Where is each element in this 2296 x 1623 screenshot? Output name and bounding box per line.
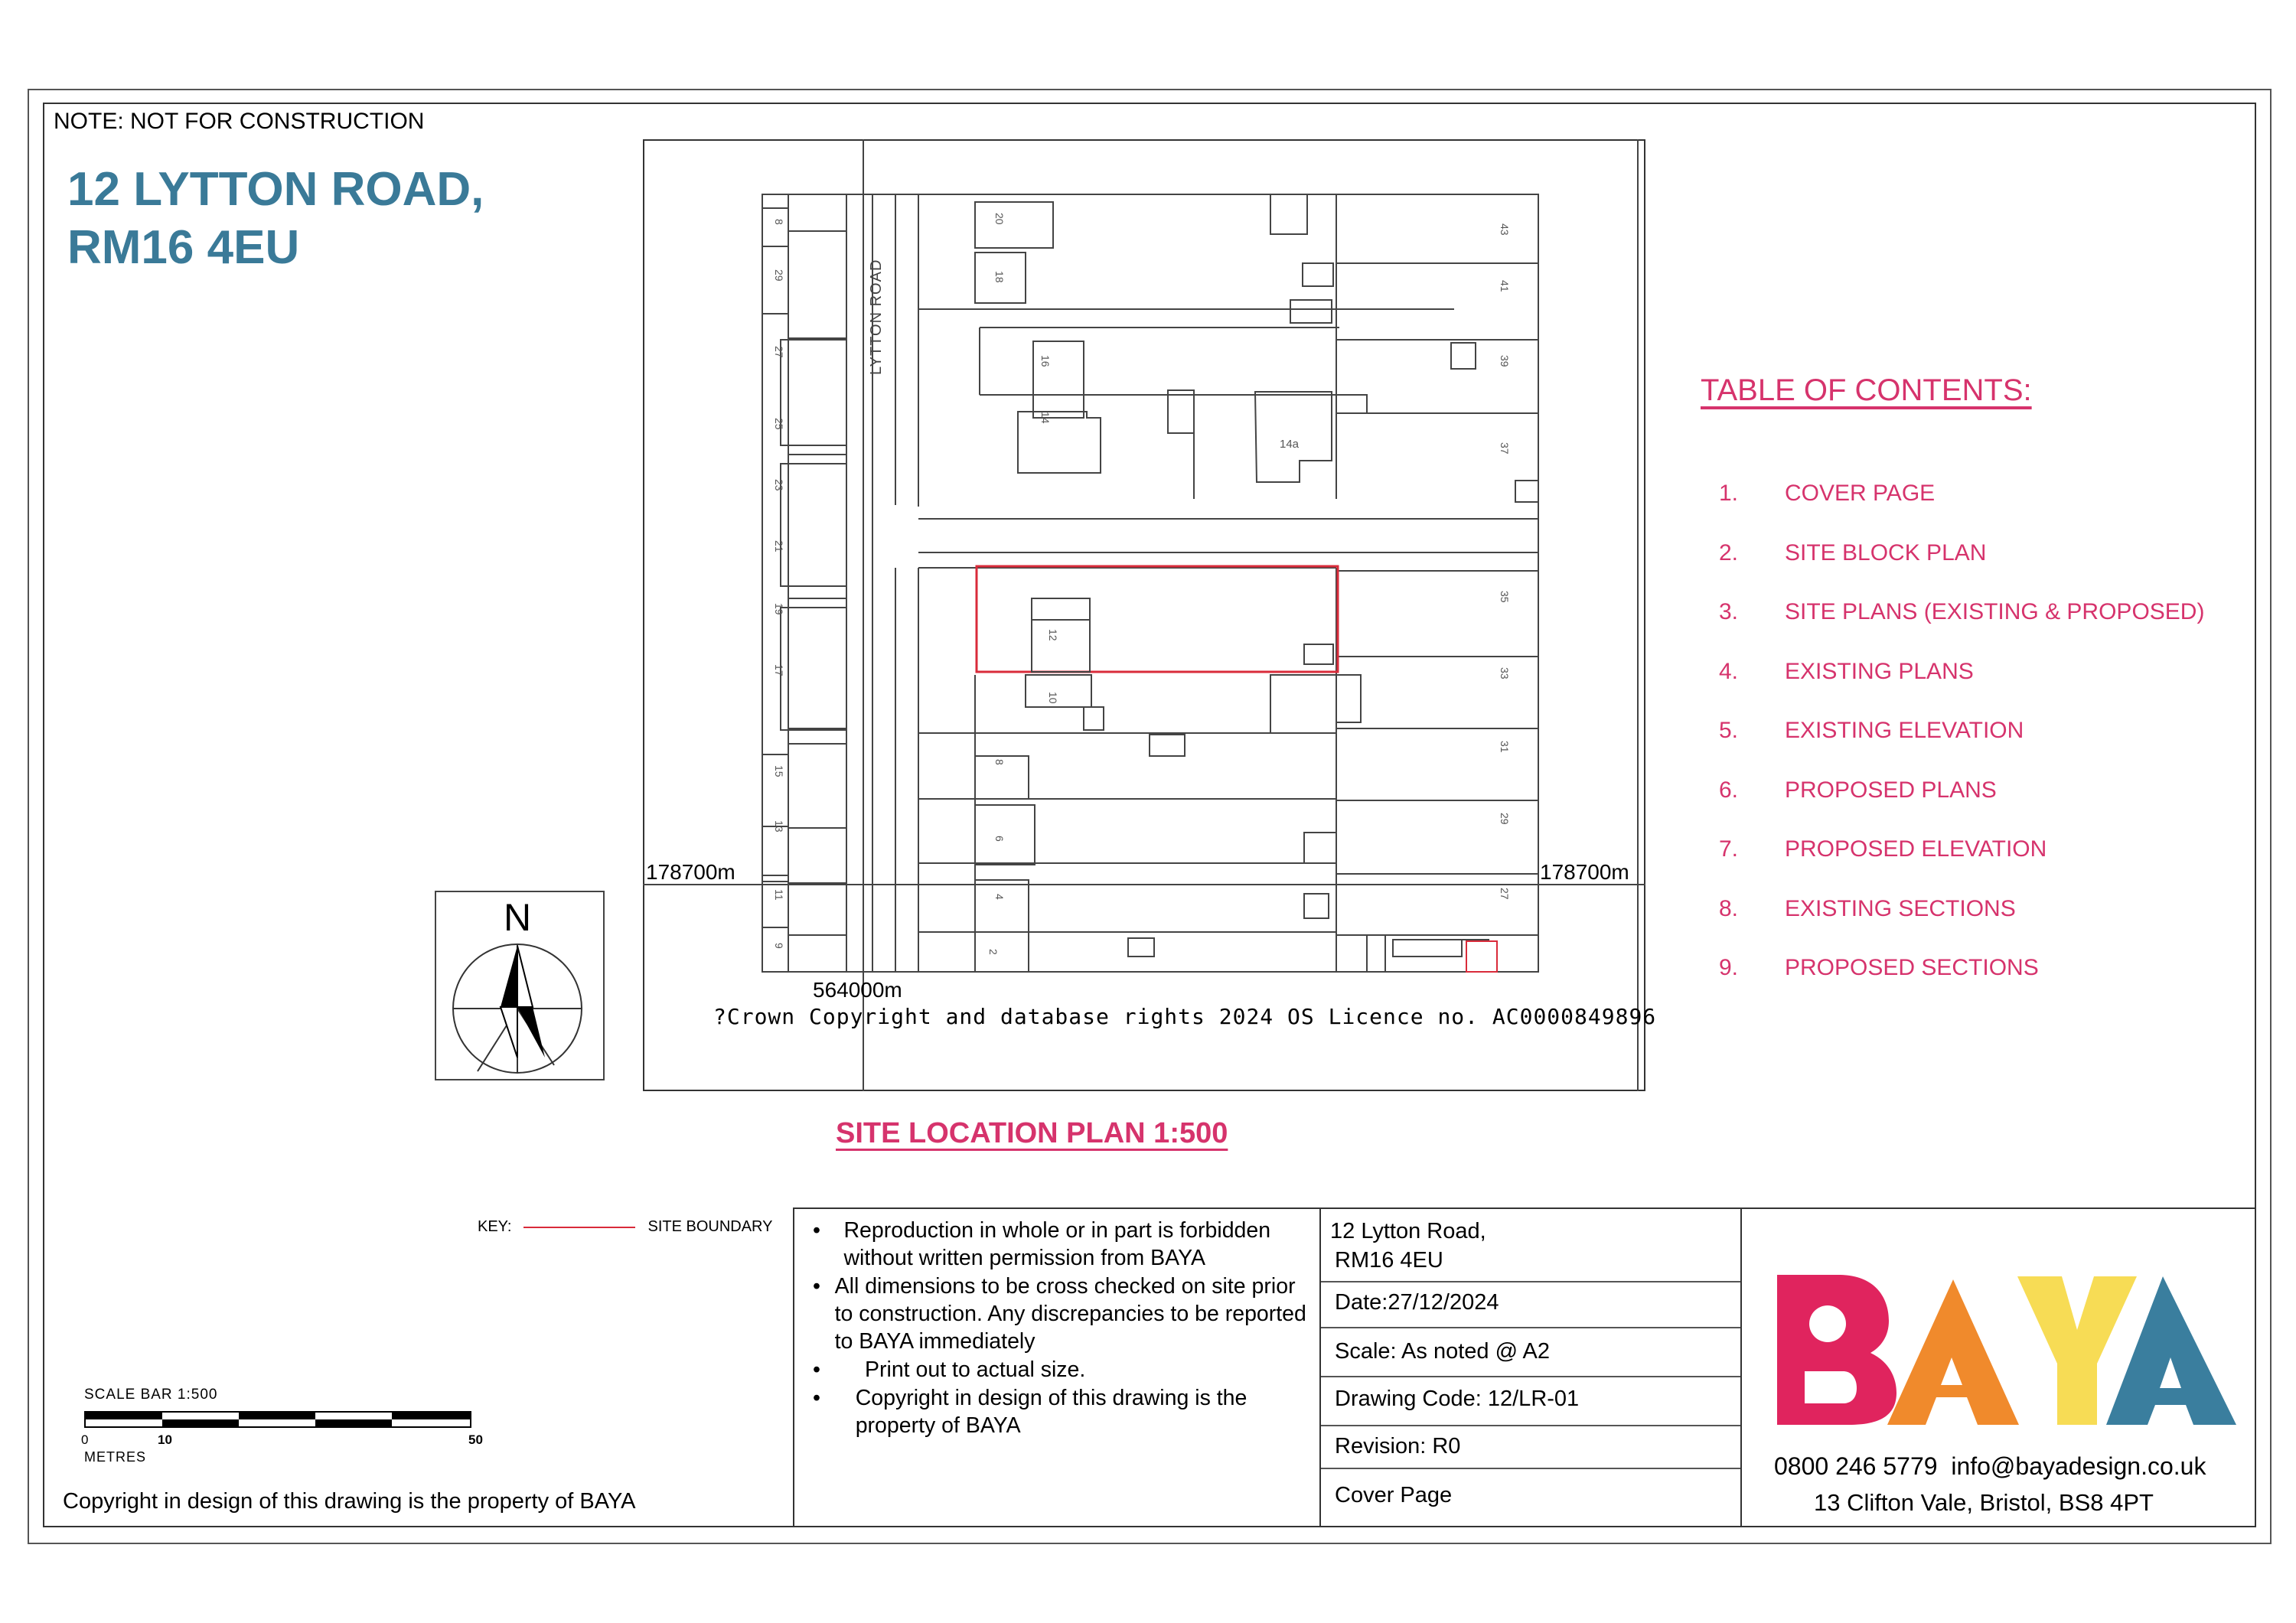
copyright-left: Copyright in design of this drawing is the property of BAYA [63, 1489, 636, 1514]
scale-fifty: 50 [468, 1432, 483, 1447]
key [478, 1218, 772, 1236]
key-item: SITE BOUNDARY [647, 1218, 773, 1235]
house-number-west: 21 [773, 540, 785, 552]
toc-item-number: 9. [1719, 955, 1739, 980]
note-text: All dimensions to be cross checked on site prior to construction. Any discrepancies to be reported to BAYA immediately [834, 1274, 1306, 1354]
house-number-center: 10 [1047, 692, 1059, 704]
row-divider [1321, 1468, 1740, 1469]
site-boundary [977, 566, 1338, 672]
house-number-east: 43 [1499, 223, 1511, 236]
address-line2: RM16 4EU [1335, 1248, 1443, 1273]
scale-bar [84, 1411, 471, 1428]
north-label: N [504, 896, 532, 939]
north-arrow-box [435, 891, 605, 1080]
contact-line [1774, 1452, 2206, 1481]
drawing-notes [811, 1217, 1316, 1440]
project-title-line1: 12 LYTTON ROAD, [67, 163, 484, 216]
row-divider [1321, 1327, 1740, 1328]
house-number-west: 15 [773, 765, 785, 777]
drawing-code-cell: Drawing Code: 12/LR-01 [1335, 1387, 1580, 1411]
row-divider [1321, 1425, 1740, 1426]
toc-item-number: 1. [1719, 481, 1739, 506]
toc-item-label: EXISTING PLANS [1785, 658, 1974, 684]
toc-item-number: 6. [1719, 777, 1739, 803]
project-title [67, 161, 484, 277]
house-number-center: 18 [993, 271, 1006, 283]
toc-item [1719, 777, 2255, 837]
toc-heading: TABLE OF CONTENTS: [1701, 373, 2032, 407]
toc-list [1719, 481, 2255, 1015]
grid-label-bottom: 564000m [813, 978, 902, 1002]
road-label: LYTTON ROAD [868, 259, 885, 375]
scale-ten: 10 [158, 1432, 172, 1447]
toc-item-label: SITE BLOCK PLAN [1785, 539, 1987, 565]
baya-logo [1773, 1273, 2241, 1426]
revision-cell: Revision: R0 [1335, 1434, 1461, 1458]
house-number-east: 27 [1499, 888, 1511, 900]
toc-item-label: SITE PLANS (EXISTING & PROPOSED) [1785, 599, 2205, 624]
note-text: Copyright in design of this drawing is the property of BAYA [855, 1386, 1247, 1438]
toc-item [1719, 896, 2255, 956]
scale-cell: Scale: As noted @ A2 [1335, 1339, 1550, 1364]
toc-item-label: PROPOSED ELEVATION [1785, 836, 2047, 862]
toc-item-label: EXISTING SECTIONS [1785, 895, 2016, 921]
bullet-icon: • [813, 1386, 820, 1410]
house-number-center: 16 [1039, 355, 1052, 367]
house-number-east: 29 [1499, 813, 1511, 825]
house-number-west: 11 [773, 889, 785, 901]
toc-item-label: PROPOSED SECTIONS [1785, 955, 2039, 980]
toc-item-number: 7. [1719, 836, 1739, 862]
house-number-west: 13 [773, 820, 785, 833]
house-number-center: 12 [1047, 629, 1059, 641]
toc-item [1719, 540, 2255, 600]
toc-item-number: 5. [1719, 718, 1739, 743]
house-number-west: 8 [773, 219, 785, 225]
toc-item-number: 3. [1719, 599, 1739, 624]
site-location-map [643, 139, 1645, 1091]
toc-item [1719, 659, 2255, 719]
note-item [811, 1384, 1316, 1439]
toc-item-number: 4. [1719, 658, 1739, 684]
company-address: 13 Clifton Vale, Bristol, BS8 4PT [1814, 1489, 2154, 1516]
phone[interactable]: 0800 246 5779 [1774, 1452, 1938, 1480]
plan-title: SITE LOCATION PLAN 1:500 [836, 1117, 1228, 1149]
bullet-icon: • [813, 1357, 820, 1382]
toc-item-label: EXISTING ELEVATION [1785, 718, 2024, 743]
toc-item [1719, 599, 2255, 659]
site-boundary-swatch [523, 1227, 635, 1228]
house-number-east: 31 [1499, 741, 1511, 753]
note-text: Print out to actual size. [865, 1357, 1086, 1382]
scale-bar-label: SCALE BAR 1:500 [84, 1387, 218, 1403]
toc-item-label: PROPOSED PLANS [1785, 777, 1997, 803]
note-item [811, 1217, 1316, 1272]
toc-item-number: 2. [1719, 539, 1739, 565]
house-number-west: 17 [773, 664, 785, 676]
address-line1: 12 Lytton Road, [1330, 1219, 1486, 1243]
scale-zero: 0 [81, 1432, 89, 1447]
house-number-east: 33 [1499, 667, 1511, 680]
note-item [811, 1273, 1316, 1355]
house-number-west: 9 [773, 943, 785, 949]
date-cell: Date:27/12/2024 [1335, 1290, 1499, 1315]
house-number-east: 37 [1499, 442, 1511, 455]
house-number-center: 8 [993, 759, 1006, 765]
project-title-line2: RM16 4EU [67, 221, 300, 274]
email[interactable]: info@bayadesign.co.uk [1951, 1452, 2206, 1480]
house-number-west: 27 [773, 346, 785, 358]
title-block-divider [793, 1207, 794, 1527]
house-number-west: 29 [773, 269, 785, 282]
compass-icon [447, 943, 589, 1074]
key-label: KEY: [478, 1218, 512, 1235]
house-number-center: 14 [1039, 412, 1052, 424]
toc-item-label: COVER PAGE [1785, 481, 1936, 506]
note-item [811, 1356, 1316, 1383]
scale-units: METRES [84, 1449, 147, 1465]
note-text: Reproduction in whole or in part is forbidden without written permission from BAYA [843, 1218, 1271, 1270]
house-number-east: 41 [1499, 280, 1511, 292]
house-number-center: 2 [987, 949, 1000, 955]
grid-label-right: 178700m [1540, 860, 1629, 884]
row-divider [1321, 1281, 1740, 1282]
title-block-top-border [793, 1207, 2256, 1209]
toc-item [1719, 836, 2255, 896]
toc-item [1719, 718, 2255, 777]
plot-label-14a: 14a [1280, 438, 1300, 451]
house-number-east: 35 [1499, 591, 1511, 603]
house-number-center: 6 [993, 836, 1006, 842]
house-number-center: 4 [993, 894, 1006, 900]
house-number-west: 25 [773, 418, 785, 430]
sheet-name-cell: Cover Page [1335, 1483, 1453, 1507]
grid-label-left: 178700m [646, 860, 735, 884]
bullet-icon: • [813, 1218, 820, 1243]
toc-item [1719, 481, 2255, 540]
os-copyright: ?Crown Copyright and database rights 2024 OS Licence no. AC0000849896 [713, 1004, 1657, 1029]
house-number-west: 19 [773, 603, 785, 615]
house-number-west: 23 [773, 479, 785, 491]
toc-item [1719, 955, 2255, 1015]
address-cell [1321, 1217, 1750, 1275]
construction-note: NOTE: NOT FOR CONSTRUCTION [54, 109, 425, 134]
house-number-east: 39 [1499, 355, 1511, 367]
bullet-icon: • [813, 1274, 820, 1299]
house-number-center: 20 [993, 213, 1006, 225]
toc-item-number: 8. [1719, 895, 1739, 921]
row-divider [1321, 1376, 1740, 1377]
